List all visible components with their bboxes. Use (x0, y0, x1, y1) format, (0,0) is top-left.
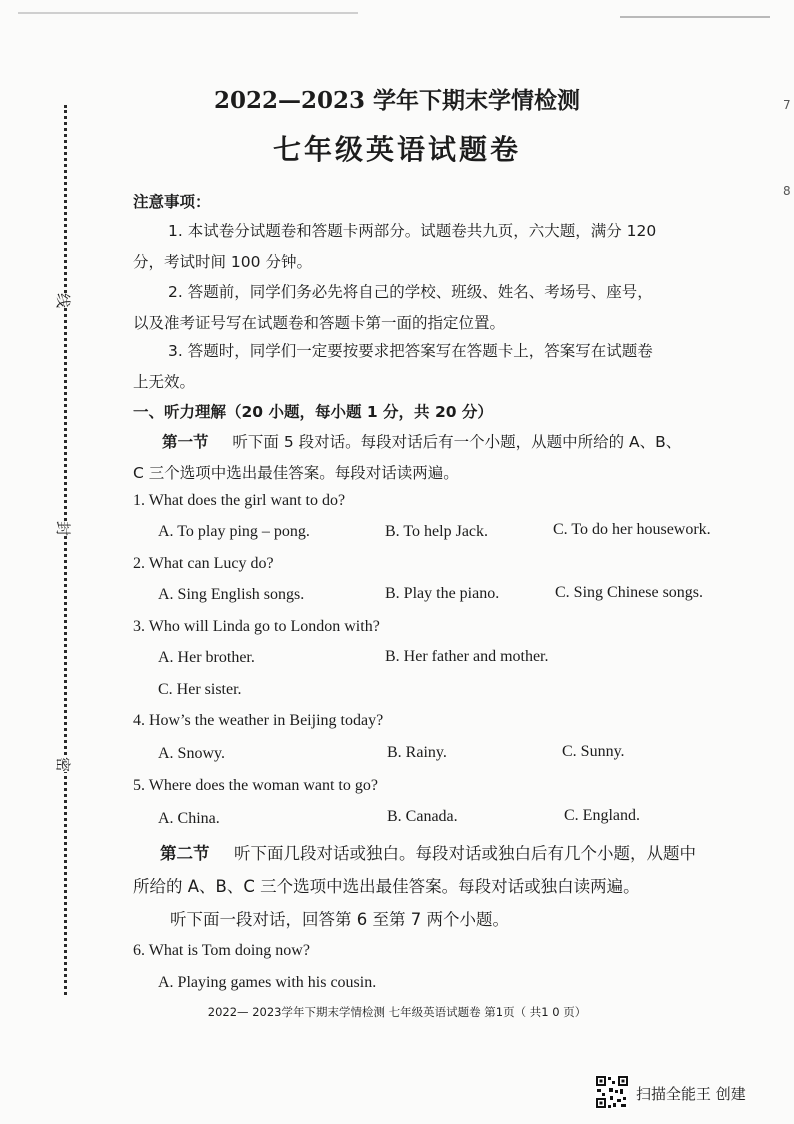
question-5: 5. Where does the woman want to go? (133, 777, 378, 794)
q3-option-c: C. Her sister. (158, 681, 242, 698)
q1-option-c: C. To do her housework. (553, 521, 711, 538)
q4-option-b: B. Rainy. (387, 744, 447, 761)
q4-option-a: A. Snowy. (158, 745, 225, 762)
exam-subtitle: 七年级英语试题卷 (272, 133, 521, 166)
section-heading: 一、听力理解（20 小题，每小题 1 分，共 20 分） (133, 403, 493, 421)
q5-option-a: A. China. (158, 810, 220, 827)
note-1-line-1: 1. 本试卷分试题卷和答题卡两部分。试题卷共九页，六大题，满分 120 (168, 222, 657, 240)
q2-option-b: B. Play the piano. (385, 585, 500, 602)
note-3-line-1: 3. 答题时，同学们一定要按要求把答案写在答题卡上，答案写在试题卷 (168, 342, 653, 360)
binding-mark-mi: 密 (51, 757, 76, 772)
scan-streak (620, 16, 770, 18)
part2-instructions-line-1 (160, 840, 696, 864)
edge-mark: 7 (783, 98, 791, 112)
notes-heading: 注意事项： (133, 193, 211, 211)
q1-option-a: A. To play ping – pong. (158, 523, 310, 540)
scanner-watermark-text: 扫描全能王 创建 (636, 1085, 746, 1103)
page-footer: 2022— 2023学年下期末学情检测 七年级英语试题卷 第1页（ 共1 0 页） (207, 1005, 587, 1019)
note-3-line-2: 上无效。 (133, 373, 196, 391)
q5-option-c: C. England. (564, 807, 640, 824)
note-2-line-2: 以及准考证号写在试题卷和答题卡第一面的指定位置。 (133, 314, 506, 332)
part2-instruction: 听下面一段对话，回答第 6 至第 7 两个小题。 (170, 910, 509, 929)
q6-option-a: A. Playing games with his cousin. (158, 974, 377, 991)
q4-option-c: C. Sunny. (562, 743, 625, 760)
part1-instructions-line-1 (162, 430, 681, 452)
q2-option-a: A. Sing English songs. (158, 586, 305, 603)
binding-mark-xian: 线 (51, 293, 76, 308)
q5-option-b: B. Canada. (387, 808, 458, 825)
scan-streak (18, 12, 358, 14)
note-2-line-1: 2. 答题前，同学们务必先将自己的学校、班级、姓名、考场号、座号， (168, 283, 653, 301)
question-2: 2. What can Lucy do? (133, 555, 274, 572)
q3-option-a: A. Her brother. (158, 649, 255, 666)
question-1: 1. What does the girl want to do? (133, 492, 346, 509)
question-4: 4. How’s the weather in Beijing today? (133, 712, 384, 729)
q2-option-c: C. Sing Chinese songs. (555, 584, 704, 601)
edge-mark: 8 (783, 184, 791, 198)
part2-text: 听下面几段对话或独白。每段对话或独白后有几个小题，从题中 (234, 844, 696, 863)
binding-mark-feng: 封 (51, 521, 76, 536)
part2-label: 第二节 (160, 844, 210, 863)
question-6: 6. What is Tom doing now? (133, 942, 310, 959)
part2-instructions-line-2: 所给的 A、B、C 三个选项中选出最佳答案。每段对话或独白读两遍。 (133, 877, 640, 896)
q3-option-b: B. Her father and mother. (385, 648, 549, 665)
qr-code-icon (595, 1075, 629, 1109)
part1-instructions-line-2: C 三个选项中选出最佳答案。每段对话读两遍。 (133, 464, 459, 482)
exam-title: 2022—2023 学年下期末学情检测 (213, 87, 581, 114)
q1-option-b: B. To help Jack. (385, 523, 489, 540)
part1-text: 听下面 5 段对话。每段对话后有一个小题，从题中所给的 A、B、 (232, 433, 682, 451)
question-3: 3. Who will Linda go to London with? (133, 618, 380, 635)
part1-label: 第一节 (162, 433, 209, 451)
note-1-line-2: 分，考试时间 100 分钟。 (133, 253, 312, 271)
binding-dotted-line (64, 105, 67, 995)
